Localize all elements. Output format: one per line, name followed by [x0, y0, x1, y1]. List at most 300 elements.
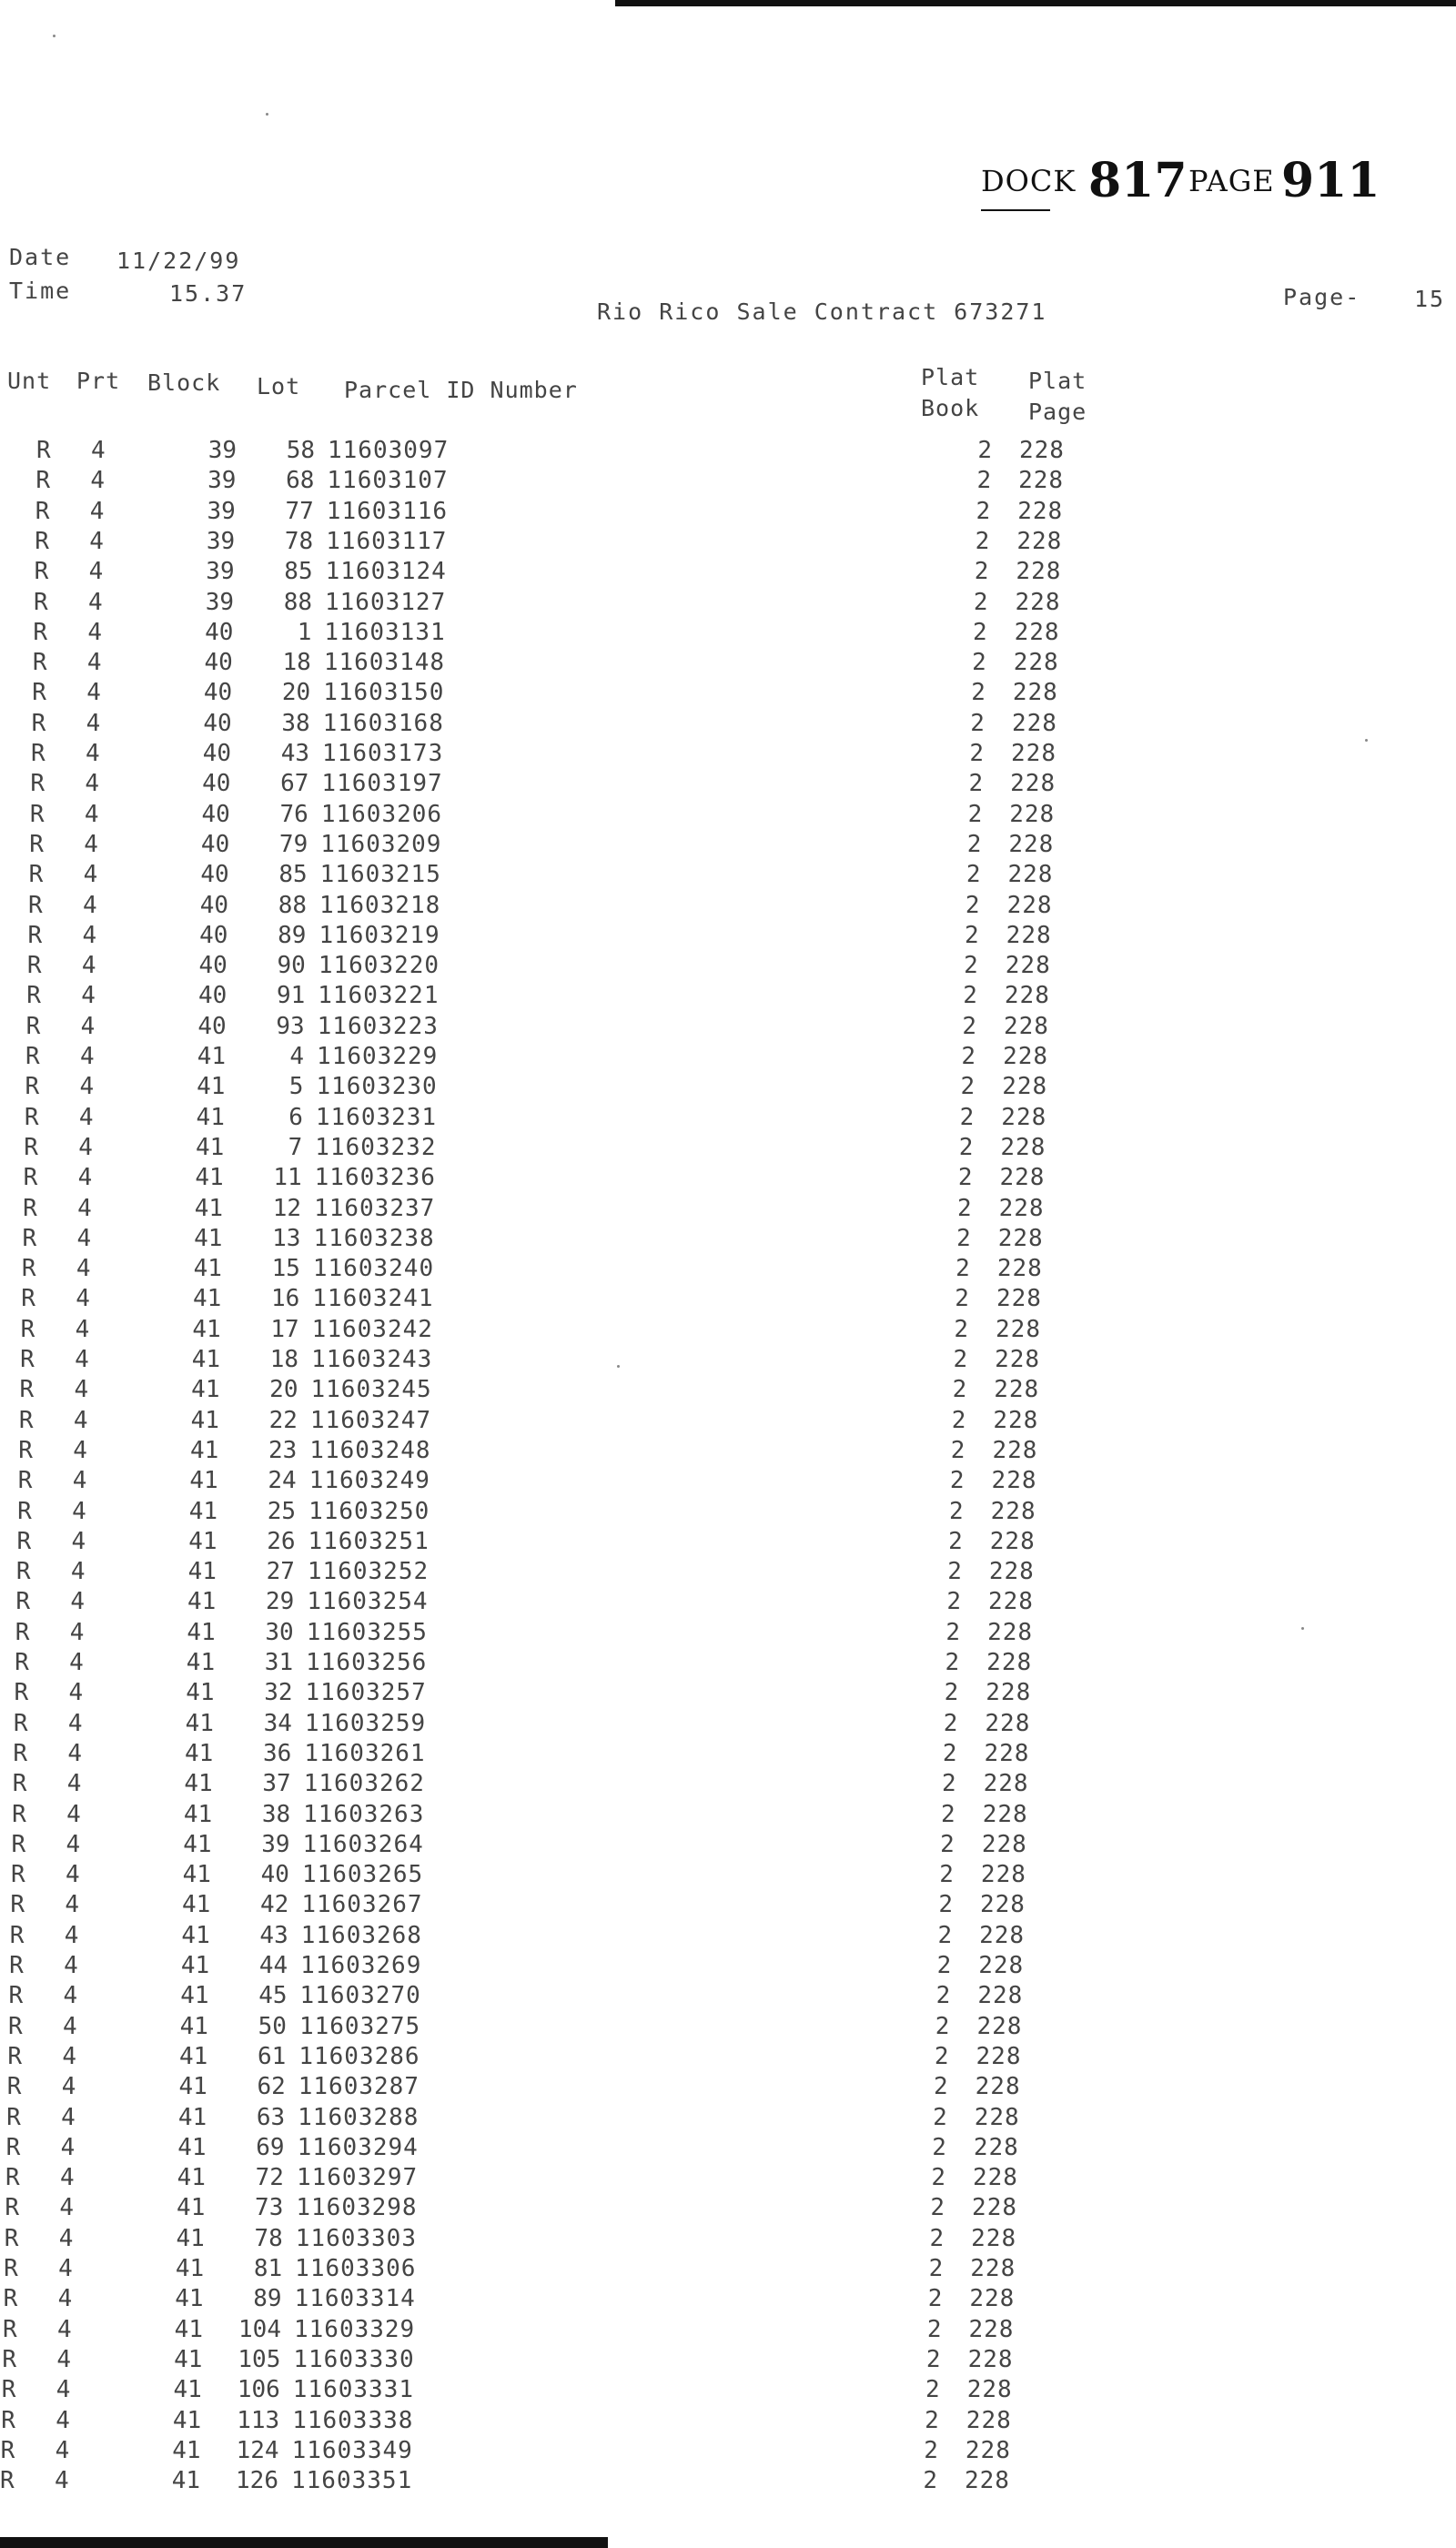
cell-lot: 29 — [266, 1588, 295, 1616]
cell-lot: 4 — [289, 1043, 305, 1070]
cell-lot: 90 — [277, 952, 306, 980]
cell-plat-book: 2 — [924, 2436, 938, 2464]
cell-parcel-id: 11603173 — [322, 740, 444, 767]
scan-edge-top — [615, 0, 1456, 6]
cell-plat-book: 2 — [958, 1133, 974, 1161]
date-value: 11/22/99 — [116, 248, 241, 274]
table-row — [24, 1134, 1116, 1164]
cell-block: 41 — [186, 1649, 216, 1676]
cell-plat-book: 2 — [973, 588, 988, 616]
cell-plat-page: 228 — [988, 1558, 1035, 1586]
cell-block: 41 — [188, 1527, 217, 1555]
cell-lot: 26 — [267, 1527, 296, 1555]
cell-parcel-id: 11603168 — [322, 709, 444, 737]
cell-unit: R — [4, 2224, 19, 2252]
cell-lot: 30 — [265, 1618, 294, 1646]
cell-block: 39 — [207, 437, 237, 464]
cell-plat-book: 2 — [956, 1224, 971, 1252]
cell-part: 4 — [67, 1739, 82, 1767]
cell-plat-page: 228 — [993, 1406, 1039, 1434]
cell-plat-book: 2 — [942, 1739, 957, 1767]
cell-unit: R — [10, 1861, 25, 1889]
cell-plat-book: 2 — [969, 740, 985, 767]
cell-block: 41 — [195, 1164, 224, 1192]
cell-plat-book: 2 — [963, 982, 977, 1010]
cell-block: 40 — [203, 709, 232, 737]
cell-block: 41 — [187, 1558, 217, 1586]
cell-block: 41 — [197, 1043, 227, 1070]
cell-plat-page: 228 — [980, 1891, 1026, 1919]
cell-part: 4 — [79, 1073, 95, 1101]
cell-part: 4 — [72, 1497, 86, 1525]
cell-unit: R — [26, 952, 42, 980]
cell-lot: 18 — [269, 1346, 299, 1373]
cell-unit: R — [27, 921, 43, 949]
cell-lot: 88 — [278, 891, 308, 919]
cell-parcel-id: 11603252 — [307, 1558, 430, 1586]
cell-block: 40 — [198, 952, 228, 980]
cell-unit: R — [25, 1073, 40, 1101]
cell-parcel-id: 11603197 — [321, 770, 443, 798]
cell-unit: R — [10, 1891, 25, 1919]
cell-unit: R — [23, 1164, 38, 1192]
cell-part: 4 — [55, 2467, 69, 2495]
cell-part: 4 — [76, 1255, 91, 1283]
cell-block: 39 — [207, 497, 236, 525]
table-row — [9, 1952, 1101, 1982]
cell-plat-page: 228 — [997, 1224, 1044, 1252]
cell-plat-book: 2 — [976, 467, 992, 495]
cell-lot: 104 — [238, 2315, 281, 2343]
cell-part: 4 — [77, 1164, 93, 1192]
cell-lot: 43 — [280, 740, 310, 767]
cell-plat-book: 2 — [965, 921, 979, 949]
cell-lot: 34 — [263, 1709, 292, 1737]
cell-part: 4 — [86, 679, 101, 707]
stamp-page-number: 911 — [1281, 153, 1380, 208]
cell-lot: 15 — [271, 1255, 300, 1283]
cell-plat-page: 228 — [972, 2194, 1018, 2222]
cell-unit: R — [36, 437, 51, 464]
cell-lot: 7 — [288, 1133, 303, 1161]
cell-block: 41 — [180, 1982, 209, 2010]
cell-block: 41 — [191, 1346, 221, 1373]
cell-parcel-id: 11603268 — [300, 1921, 422, 1949]
cell-block: 41 — [179, 2012, 208, 2040]
cell-plat-book: 2 — [950, 1436, 966, 1464]
table-row — [27, 952, 1119, 982]
cell-parcel-id: 11603131 — [324, 618, 446, 646]
cell-parcel-id: 11603267 — [301, 1891, 423, 1919]
cell-block: 41 — [177, 2133, 207, 2161]
cell-lot: 81 — [253, 2255, 283, 2282]
cell-unit: R — [9, 1952, 24, 1979]
cell-unit: R — [31, 740, 46, 767]
cell-part: 4 — [89, 497, 105, 525]
cell-plat-book: 2 — [967, 800, 983, 828]
cell-block: 40 — [200, 830, 230, 858]
cell-plat-book: 2 — [943, 1709, 958, 1737]
cell-block: 41 — [171, 2467, 200, 2495]
cell-lot: 36 — [263, 1739, 292, 1767]
cell-unit: R — [3, 2285, 18, 2313]
cell-part: 4 — [57, 2285, 73, 2313]
cell-part: 4 — [86, 709, 101, 737]
cell-plat-book: 2 — [945, 1649, 960, 1676]
cell-lot: 68 — [286, 467, 315, 495]
table-row — [35, 467, 1127, 497]
cell-part: 4 — [60, 2133, 76, 2161]
cell-part: 4 — [61, 2103, 76, 2131]
cell-unit: R — [6, 2103, 21, 2131]
cell-parcel-id: 11603294 — [297, 2133, 419, 2161]
cell-plat-book: 2 — [961, 1043, 976, 1070]
table-row — [15, 1619, 1107, 1649]
cell-parcel-id: 11603269 — [300, 1952, 422, 1979]
cell-unit: R — [33, 618, 48, 646]
cell-unit: R — [11, 1830, 26, 1858]
cell-lot: 126 — [236, 2467, 278, 2495]
cell-plat-page: 228 — [996, 1255, 1043, 1283]
cell-part: 4 — [82, 921, 97, 949]
cell-plat-page: 228 — [998, 1194, 1045, 1222]
page-label: Page- — [1283, 284, 1361, 310]
cell-plat-book: 2 — [936, 1952, 952, 1979]
cell-part: 4 — [56, 2345, 72, 2373]
cell-part: 4 — [91, 437, 106, 464]
cell-part: 4 — [72, 1467, 87, 1495]
table-row — [32, 679, 1124, 709]
col-header-prt: Prt — [76, 368, 121, 394]
cell-lot: 77 — [285, 497, 314, 525]
cell-unit: R — [8, 1982, 24, 2010]
cell-parcel-id: 11603262 — [303, 1770, 425, 1798]
cell-plat-page: 228 — [966, 2406, 1012, 2434]
cell-plat-book: 2 — [929, 2224, 945, 2252]
cell-unit: R — [29, 830, 44, 858]
cell-lot: 20 — [281, 679, 311, 707]
cell-plat-book: 2 — [971, 679, 986, 707]
cell-block: 41 — [187, 1588, 217, 1616]
cell-lot: 91 — [276, 982, 306, 1010]
cell-parcel-id: 11603220 — [318, 952, 440, 980]
cell-lot: 88 — [283, 588, 312, 616]
cell-part: 4 — [65, 1861, 80, 1889]
cell-plat-page: 228 — [991, 1467, 1037, 1495]
cell-plat-book: 2 — [954, 1315, 969, 1343]
table-row — [30, 801, 1122, 831]
cell-parcel-id: 11603221 — [318, 982, 440, 1010]
cell-block: 41 — [195, 1133, 225, 1161]
table-row — [14, 1710, 1106, 1740]
cell-plat-page: 228 — [992, 1436, 1038, 1464]
cell-block: 40 — [199, 891, 229, 919]
cell-parcel-id: 11603249 — [308, 1467, 430, 1495]
cell-parcel-id: 11603247 — [309, 1406, 432, 1434]
cell-lot: 50 — [258, 2012, 287, 2040]
cell-plat-book: 2 — [925, 2376, 940, 2404]
table-row — [7, 2073, 1099, 2103]
cell-parcel-id: 11603261 — [304, 1739, 426, 1767]
table-row — [9, 1982, 1101, 2012]
cell-block: 40 — [203, 679, 233, 707]
cell-parcel-id: 11603241 — [312, 1285, 434, 1313]
cell-plat-book: 2 — [948, 1527, 963, 1555]
cell-parcel-id: 11603250 — [308, 1497, 430, 1525]
table-row — [29, 831, 1121, 861]
cell-block: 39 — [207, 467, 237, 495]
cell-block: 41 — [184, 1770, 213, 1798]
cell-plat-page: 228 — [975, 2073, 1021, 2101]
cell-block: 41 — [189, 1467, 218, 1495]
table-row — [6, 2104, 1098, 2134]
table-row — [18, 1467, 1110, 1497]
table-row — [30, 770, 1122, 800]
table-row — [17, 1498, 1109, 1528]
cell-block: 41 — [192, 1315, 221, 1343]
cell-lot: 105 — [238, 2345, 281, 2373]
table-row — [8, 2013, 1100, 2043]
cell-plat-page: 228 — [1018, 467, 1065, 495]
cell-plat-book: 2 — [949, 1467, 965, 1495]
cell-plat-page: 228 — [983, 1770, 1029, 1798]
cell-part: 4 — [64, 1952, 78, 1979]
cell-lot: 5 — [288, 1073, 304, 1101]
cell-parcel-id: 11603264 — [302, 1830, 424, 1858]
cell-parcel-id: 11603330 — [293, 2345, 415, 2373]
cell-parcel-id: 11603286 — [298, 2042, 420, 2070]
cell-plat-page: 228 — [1006, 891, 1053, 919]
cell-block: 41 — [189, 1436, 219, 1464]
cell-parcel-id: 11603238 — [313, 1224, 435, 1252]
cell-block: 41 — [182, 1861, 211, 1889]
cell-part: 4 — [77, 1194, 92, 1222]
cell-block: 39 — [206, 527, 236, 555]
cell-plat-book: 2 — [934, 2042, 949, 2070]
cell-part: 4 — [73, 1436, 87, 1464]
cell-part: 4 — [84, 830, 98, 858]
table-row — [16, 1558, 1108, 1588]
col-header-plat-book-1: Plat — [921, 364, 980, 390]
table-row — [5, 2164, 1097, 2194]
table-row — [35, 558, 1127, 588]
cell-unit: R — [35, 527, 49, 555]
cell-unit: R — [1, 2406, 15, 2434]
cell-unit: R — [20, 1346, 35, 1373]
cell-parcel-id: 11603288 — [298, 2103, 420, 2131]
cell-part: 4 — [73, 1406, 88, 1434]
cell-plat-book: 2 — [946, 1588, 961, 1616]
cell-lot: 6 — [288, 1103, 303, 1131]
table-row — [11, 1861, 1103, 1891]
cell-unit: R — [24, 1133, 38, 1161]
cell-unit: R — [29, 800, 45, 828]
table-row — [3, 2316, 1095, 2346]
table-row — [6, 2134, 1098, 2164]
cell-part: 4 — [81, 982, 96, 1010]
cell-plat-book: 2 — [937, 1921, 953, 1949]
table-row — [33, 649, 1125, 679]
cell-block: 41 — [185, 1739, 214, 1767]
cell-part: 4 — [62, 2012, 77, 2040]
cell-lot: 85 — [278, 861, 308, 889]
cell-parcel-id: 11603331 — [292, 2376, 415, 2404]
cell-parcel-id: 11603150 — [323, 679, 445, 707]
cell-part: 4 — [71, 1527, 86, 1555]
table-row — [23, 1195, 1115, 1225]
cell-lot: 85 — [284, 558, 313, 586]
cell-unit: R — [34, 558, 49, 586]
cell-block: 41 — [196, 1103, 225, 1131]
table-row — [5, 2194, 1097, 2224]
cell-unit: R — [7, 2042, 22, 2070]
cell-parcel-id: 11603349 — [291, 2436, 413, 2464]
table-row — [26, 1013, 1118, 1043]
cell-parcel-id: 11603270 — [299, 1982, 421, 2010]
cell-plat-book: 2 — [947, 1558, 962, 1586]
cell-block: 41 — [175, 2255, 205, 2282]
cell-plat-page: 228 — [1008, 830, 1055, 858]
cell-unit: R — [5, 2133, 21, 2161]
cell-unit: R — [16, 1527, 32, 1555]
cell-parcel-id: 11603240 — [312, 1255, 435, 1283]
cell-plat-book: 2 — [938, 1891, 953, 1919]
table-row — [25, 1043, 1117, 1073]
cell-part: 4 — [64, 1921, 79, 1949]
cell-lot: 25 — [267, 1497, 297, 1525]
cell-plat-book: 2 — [935, 1982, 951, 2010]
cell-part: 4 — [66, 1830, 81, 1858]
cell-plat-book: 2 — [962, 1012, 976, 1040]
cell-plat-book: 2 — [930, 2194, 945, 2222]
cell-unit: R — [1, 2376, 16, 2404]
table-row — [22, 1255, 1114, 1285]
table-row — [12, 1801, 1104, 1831]
cell-plat-page: 228 — [999, 1164, 1046, 1192]
cell-plat-book: 2 — [976, 497, 991, 525]
cell-parcel-id: 11603248 — [309, 1436, 431, 1464]
cell-plat-page: 228 — [979, 1921, 1026, 1949]
scan-edge-bottom — [0, 2537, 608, 2548]
cell-block: 40 — [199, 921, 228, 949]
cell-plat-page: 228 — [1014, 618, 1060, 646]
table-row — [18, 1437, 1110, 1467]
cell-part: 4 — [65, 1891, 79, 1919]
cell-block: 41 — [178, 2073, 207, 2101]
col-header-unt: Unt — [7, 368, 52, 394]
table-row — [27, 922, 1119, 952]
cell-unit: R — [18, 1436, 33, 1464]
cell-plat-book: 2 — [931, 2164, 945, 2192]
cell-part: 4 — [70, 1588, 85, 1616]
cell-block: 41 — [197, 1073, 226, 1101]
table-row — [33, 619, 1125, 649]
cell-lot: 113 — [237, 2406, 280, 2434]
table-row — [1, 2437, 1093, 2467]
cell-block: 41 — [172, 2406, 202, 2434]
cell-plat-page: 228 — [970, 2255, 1016, 2282]
date-label: Date — [9, 244, 72, 270]
cell-part: 4 — [76, 1285, 90, 1313]
cell-plat-page: 228 — [1016, 558, 1062, 586]
cell-lot: 17 — [270, 1315, 299, 1343]
cell-plat-book: 2 — [932, 2133, 946, 2161]
cell-lot: 69 — [256, 2133, 285, 2161]
cell-parcel-id: 11603236 — [314, 1164, 436, 1192]
cell-plat-book: 2 — [941, 1800, 956, 1828]
cell-lot: 73 — [255, 2194, 284, 2222]
cell-unit: R — [6, 2073, 22, 2101]
cell-block: 41 — [187, 1618, 216, 1646]
cell-lot: 20 — [269, 1376, 298, 1404]
cell-part: 4 — [62, 2042, 76, 2070]
cell-block: 41 — [192, 1285, 222, 1313]
cell-plat-page: 228 — [1000, 1133, 1046, 1161]
cell-plat-page: 228 — [1001, 1103, 1047, 1131]
table-row — [21, 1285, 1113, 1315]
cell-part: 4 — [88, 558, 104, 586]
cell-lot: 62 — [257, 2073, 286, 2101]
cell-plat-page: 228 — [976, 2012, 1023, 2040]
cell-plat-page: 228 — [977, 1982, 1024, 2010]
cell-plat-book: 2 — [933, 2073, 948, 2101]
cell-parcel-id: 11603338 — [292, 2406, 414, 2434]
stamp-underline — [981, 209, 1050, 211]
cell-part: 4 — [80, 1012, 96, 1040]
cell-unit: R — [35, 497, 50, 525]
cell-plat-book: 2 — [953, 1346, 968, 1373]
table-row — [36, 437, 1128, 467]
cell-lot: 32 — [264, 1679, 293, 1707]
cell-plat-page: 228 — [987, 1588, 1034, 1616]
cell-part: 4 — [61, 2073, 76, 2101]
cell-plat-book: 2 — [965, 891, 980, 919]
cell-plat-book: 2 — [925, 2406, 939, 2434]
cell-plat-book: 2 — [968, 770, 984, 798]
cell-plat-book: 2 — [964, 952, 978, 980]
cell-block: 40 — [201, 800, 230, 828]
cell-unit: R — [5, 2164, 20, 2192]
scan-speck — [1365, 739, 1368, 742]
cell-unit: R — [15, 1588, 30, 1616]
cell-plat-page: 228 — [969, 2285, 1016, 2313]
table-row — [21, 1316, 1113, 1346]
cell-parcel-id: 11603127 — [325, 588, 447, 616]
cell-parcel-id: 11603245 — [310, 1376, 432, 1404]
cell-part: 4 — [88, 588, 103, 616]
cell-unit: R — [15, 1558, 31, 1586]
cell-unit: R — [34, 588, 48, 616]
stamp-page-label: PAGE — [1188, 164, 1275, 198]
cell-parcel-id: 11603223 — [317, 1012, 439, 1040]
table-row — [2, 2376, 1094, 2406]
cell-unit: R — [32, 649, 47, 677]
cell-part: 4 — [67, 1709, 83, 1737]
cell-lot: 42 — [260, 1891, 289, 1919]
table-row — [35, 528, 1127, 558]
table-row — [4, 2255, 1096, 2285]
col-header-block: Block — [147, 369, 221, 396]
cell-plat-page: 228 — [965, 2436, 1011, 2464]
cell-plat-book: 2 — [933, 2103, 947, 2131]
cell-lot: 37 — [262, 1770, 291, 1798]
table-row — [15, 1649, 1107, 1679]
cell-parcel-id: 11603215 — [319, 861, 441, 889]
cell-block: 41 — [177, 2164, 206, 2192]
cell-lot: 63 — [256, 2103, 286, 2131]
cell-block: 40 — [204, 649, 233, 677]
cell-plat-book: 2 — [966, 830, 982, 858]
